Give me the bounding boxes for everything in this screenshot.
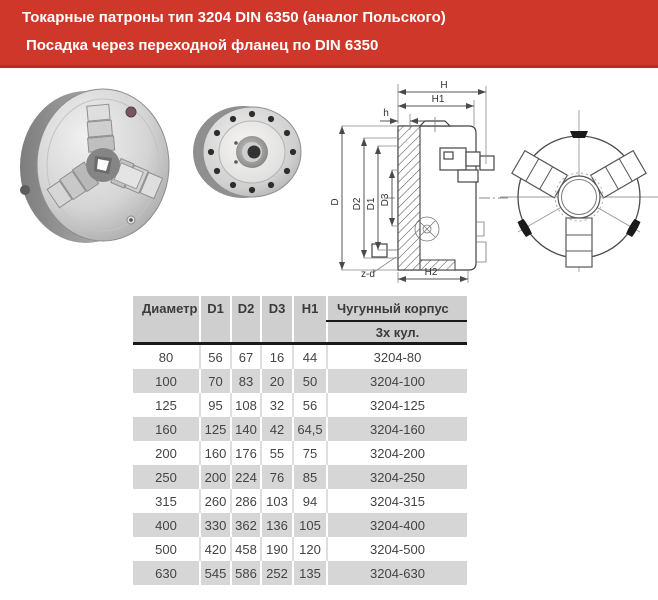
model-cell: 3204-400: [327, 513, 467, 537]
value-cell: 75: [293, 441, 327, 465]
value-cell: 94: [293, 489, 327, 513]
value-cell: 85: [293, 465, 327, 489]
table-row: [133, 344, 467, 370]
value-cell: 80: [133, 344, 200, 370]
col-header-d2: D2: [231, 296, 261, 344]
value-cell: 176: [231, 441, 261, 465]
dim-label-H2: H2: [424, 267, 438, 278]
header-title-line2: Посадка через переходной фланец по DIN 6350: [26, 37, 379, 54]
chuck-photo: [20, 89, 169, 243]
table-row: [133, 393, 467, 417]
dim-label-D3: D3: [380, 193, 391, 207]
value-cell: 400: [133, 513, 200, 537]
value-cell: 160: [200, 441, 231, 465]
header-title-line1: Токарные патроны тип 3204 DIN 6350 (аналог Польского): [22, 9, 446, 26]
flange-photo: [193, 106, 301, 198]
model-cell: 3204-100: [327, 369, 467, 393]
model-cell: 3204-500: [327, 537, 467, 561]
dim-label-D2: D2: [352, 197, 363, 211]
dim-label-H: H: [440, 80, 448, 91]
value-cell: 105: [293, 513, 327, 537]
value-cell: 136: [261, 513, 293, 537]
page-header: [0, 0, 658, 68]
value-cell: 103: [261, 489, 293, 513]
dim-label-h: h: [383, 108, 389, 119]
value-cell: 55: [261, 441, 293, 465]
table-body: [133, 344, 467, 586]
col-header-h1: H1: [293, 296, 327, 344]
value-cell: 200: [133, 441, 200, 465]
value-cell: 125: [133, 393, 200, 417]
value-cell: 100: [133, 369, 200, 393]
value-cell: 586: [231, 561, 261, 585]
col-header-diameter: Диаметр: [133, 296, 200, 344]
model-cell: 3204-125: [327, 393, 467, 417]
value-cell: 252: [261, 561, 293, 585]
value-cell: 190: [261, 537, 293, 561]
value-cell: 42: [261, 417, 293, 441]
model-cell: 3204-80: [327, 344, 467, 370]
value-cell: 95: [200, 393, 231, 417]
table-row: [133, 513, 467, 537]
value-cell: 330: [200, 513, 231, 537]
value-cell: 420: [200, 537, 231, 561]
value-cell: 83: [231, 369, 261, 393]
table-row: [133, 537, 467, 561]
value-cell: 140: [231, 417, 261, 441]
model-cell: 3204-200: [327, 441, 467, 465]
value-cell: 315: [133, 489, 200, 513]
dimensions-table: [133, 296, 467, 585]
col-header-d3: D3: [261, 296, 293, 344]
table-row: [133, 441, 467, 465]
value-cell: 50: [293, 369, 327, 393]
model-cell: 3204-250: [327, 465, 467, 489]
value-cell: 362: [231, 513, 261, 537]
value-cell: 70: [200, 369, 231, 393]
table-row: [133, 417, 467, 441]
value-cell: 250: [133, 465, 200, 489]
table-row: [133, 561, 467, 585]
zd-screw: [372, 244, 387, 257]
col-header-body-material: Чугунный корпус: [327, 296, 467, 321]
value-cell: 260: [200, 489, 231, 513]
dim-label-zd: z-d: [361, 269, 375, 280]
table-row: [133, 489, 467, 513]
value-cell: 160: [133, 417, 200, 441]
col-header-d1: D1: [200, 296, 231, 344]
dim-label-H1: H1: [431, 94, 445, 105]
value-cell: 32: [261, 393, 293, 417]
value-cell: 500: [133, 537, 200, 561]
value-cell: 108: [231, 393, 261, 417]
model-cell: 3204-630: [327, 561, 467, 585]
model-cell: 3204-160: [327, 417, 467, 441]
product-photos: [0, 73, 330, 288]
value-cell: 545: [200, 561, 231, 585]
value-cell: 76: [261, 465, 293, 489]
value-cell: 135: [293, 561, 327, 585]
value-cell: 44: [293, 344, 327, 370]
cross-section-drawing: [328, 74, 508, 286]
value-cell: 224: [231, 465, 261, 489]
value-cell: 56: [293, 393, 327, 417]
value-cell: 64,5: [293, 417, 327, 441]
col-subheader-jaw-count: 3х кул.: [327, 321, 467, 344]
model-cell: 3204-315: [327, 489, 467, 513]
value-cell: 120: [293, 537, 327, 561]
value-cell: 16: [261, 344, 293, 370]
front-view-drawing: [500, 100, 658, 278]
value-cell: 630: [133, 561, 200, 585]
value-cell: 458: [231, 537, 261, 561]
value-cell: 125: [200, 417, 231, 441]
table-row: [133, 465, 467, 489]
value-cell: 286: [231, 489, 261, 513]
dim-label-D: D: [330, 198, 341, 206]
value-cell: 56: [200, 344, 231, 370]
value-cell: 200: [200, 465, 231, 489]
value-cell: 67: [231, 344, 261, 370]
value-cell: 20: [261, 369, 293, 393]
dim-label-D1: D1: [366, 197, 377, 211]
table-row: [133, 369, 467, 393]
